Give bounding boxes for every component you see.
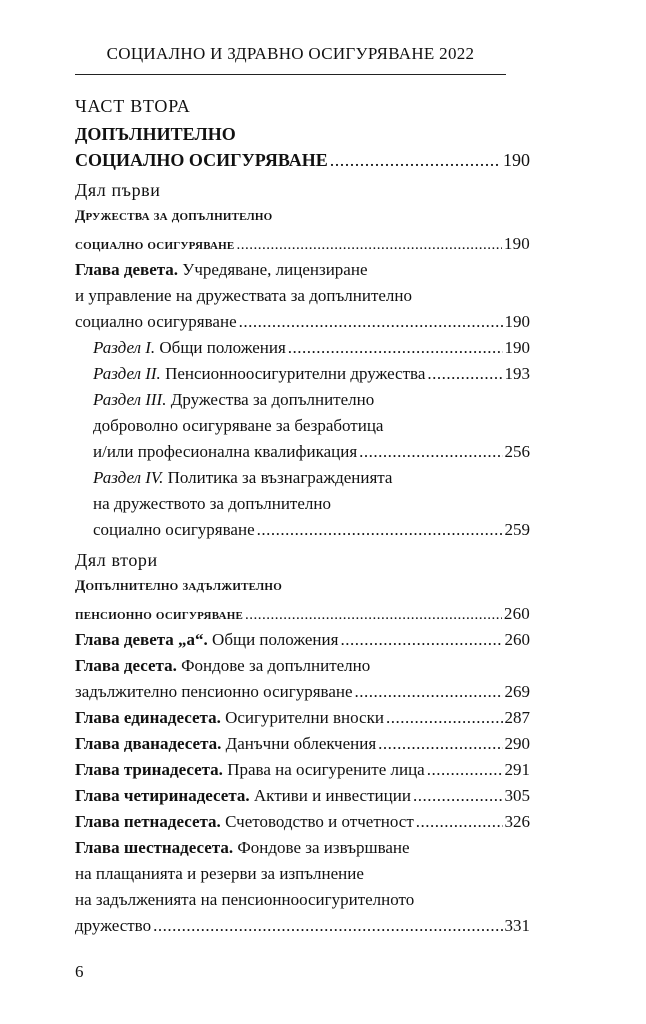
- dot-leader: [153, 916, 502, 936]
- section-3-line1: Раздел III. Дружества за допълнително: [93, 390, 375, 409]
- page-ref: 190: [504, 338, 530, 357]
- division1-label: Дял първи: [75, 180, 161, 200]
- page-ref: 190: [504, 312, 530, 331]
- dot-leader: [236, 237, 501, 254]
- division2-title-line2: пенсионно осигуряване ..... 260: [75, 604, 530, 630]
- section-4-line3: социално осигуряване ..... 259: [75, 520, 530, 546]
- chapter-9a: Глава девета „а“. Общи положения ..... 260: [75, 630, 530, 656]
- chapter-16-line2: на плащанията и резерви за изпълнение: [75, 864, 364, 883]
- section-2: Раздел II. Пенсионноосигурителни дружества ..... 193: [75, 364, 530, 390]
- page-ref: 287: [504, 708, 530, 727]
- dot-leader: [245, 607, 502, 624]
- page-ref: 259: [504, 520, 530, 539]
- page-ref: 290: [504, 734, 530, 753]
- section-3-line2: доброволно осигуряване за безработица: [93, 416, 384, 435]
- dot-leader: [340, 630, 502, 650]
- chapter-9-line1: Глава девета. Учредяване, лицензиране: [75, 260, 368, 279]
- page-ref: 260: [504, 630, 530, 649]
- section-3-line3: и/или професионална квалификация ..... 256: [75, 442, 530, 468]
- page-ref: 260: [503, 604, 530, 623]
- section-4-line2: на дружеството за допълнително: [93, 494, 331, 513]
- dot-leader: [416, 812, 503, 832]
- section-4-line1: Раздел IV. Политика за възнагражденията: [93, 468, 393, 487]
- page-ref: 326: [504, 812, 530, 831]
- dot-leader: [378, 734, 502, 754]
- dot-leader: [427, 364, 502, 384]
- chapter-9-line3: социално осигуряване ..... 190: [75, 312, 530, 338]
- page-ref: 193: [504, 364, 530, 383]
- table-of-contents: [75, 96, 530, 942]
- chapter-9-line2: и управление на дружествата за допълнително: [75, 286, 412, 305]
- page-ref: 331: [504, 916, 530, 935]
- division2-title-line1: Допълнително задължително: [75, 578, 282, 594]
- dot-leader: [359, 442, 502, 462]
- part-title-line1: ДОПЪЛНИТЕЛНО: [75, 124, 236, 144]
- page-ref: 291: [504, 760, 530, 779]
- chapter-11: Глава единадесета. Осигурителни вноски ..... 287: [75, 708, 530, 734]
- running-header: СОЦИАЛНО И ЗДРАВНО ОСИГУРЯВАНЕ 2022: [106, 44, 475, 63]
- chapter-10-line1: Глава десета. Фондове за допълнително: [75, 656, 371, 675]
- dot-leader: [427, 760, 503, 780]
- chapter-14: Глава четиринадесета. Активи и инвестиции ..... 305: [75, 786, 530, 812]
- page-number: 6: [75, 962, 84, 981]
- page-ref: 256: [504, 442, 530, 461]
- division2-label: Дял втори: [75, 550, 158, 570]
- chapter-12: Глава дванадесета. Данъчни облекчения ..... 290: [75, 734, 530, 760]
- dot-leader: [239, 312, 503, 332]
- dot-leader: [257, 520, 503, 540]
- header-rule: [75, 74, 506, 75]
- chapter-13: Глава тринадесета. Права на осигурените лица ..... 291: [75, 760, 530, 786]
- page-ref: 190: [503, 234, 530, 253]
- chapter-16-line4: дружество ..... 331: [75, 916, 530, 942]
- division1-title-line1: Дружества за допълнително: [75, 208, 273, 224]
- dot-leader: [355, 682, 503, 702]
- part-title-line2: СОЦИАЛНО ОСИГУРЯВАНЕ ..... 190: [75, 150, 530, 176]
- section-1: Раздел I. Общи положения ..... 190: [75, 338, 530, 364]
- dot-leader: [288, 338, 503, 358]
- dot-leader: [413, 786, 503, 806]
- chapter-16-line3: на задълженията на пенсионноосигурителното: [75, 890, 415, 909]
- dot-leader: [330, 150, 501, 171]
- chapter-10-line2: задължително пенсионно осигуряване ..... 269: [75, 682, 530, 708]
- page-ref: 305: [504, 786, 530, 805]
- chapter-15: Глава петнадесета. Счетоводство и отчетност ..... 326: [75, 812, 530, 838]
- dot-leader: [386, 708, 503, 728]
- division1-title-line2: социално осигуряване ..... 190: [75, 234, 530, 260]
- page-ref: 190: [503, 150, 530, 170]
- chapter-16-line1: Глава шестнадесета. Фондове за извършване: [75, 838, 410, 857]
- part-label: ЧАСТ ВТОРА: [75, 96, 191, 116]
- page-ref: 269: [504, 682, 530, 701]
